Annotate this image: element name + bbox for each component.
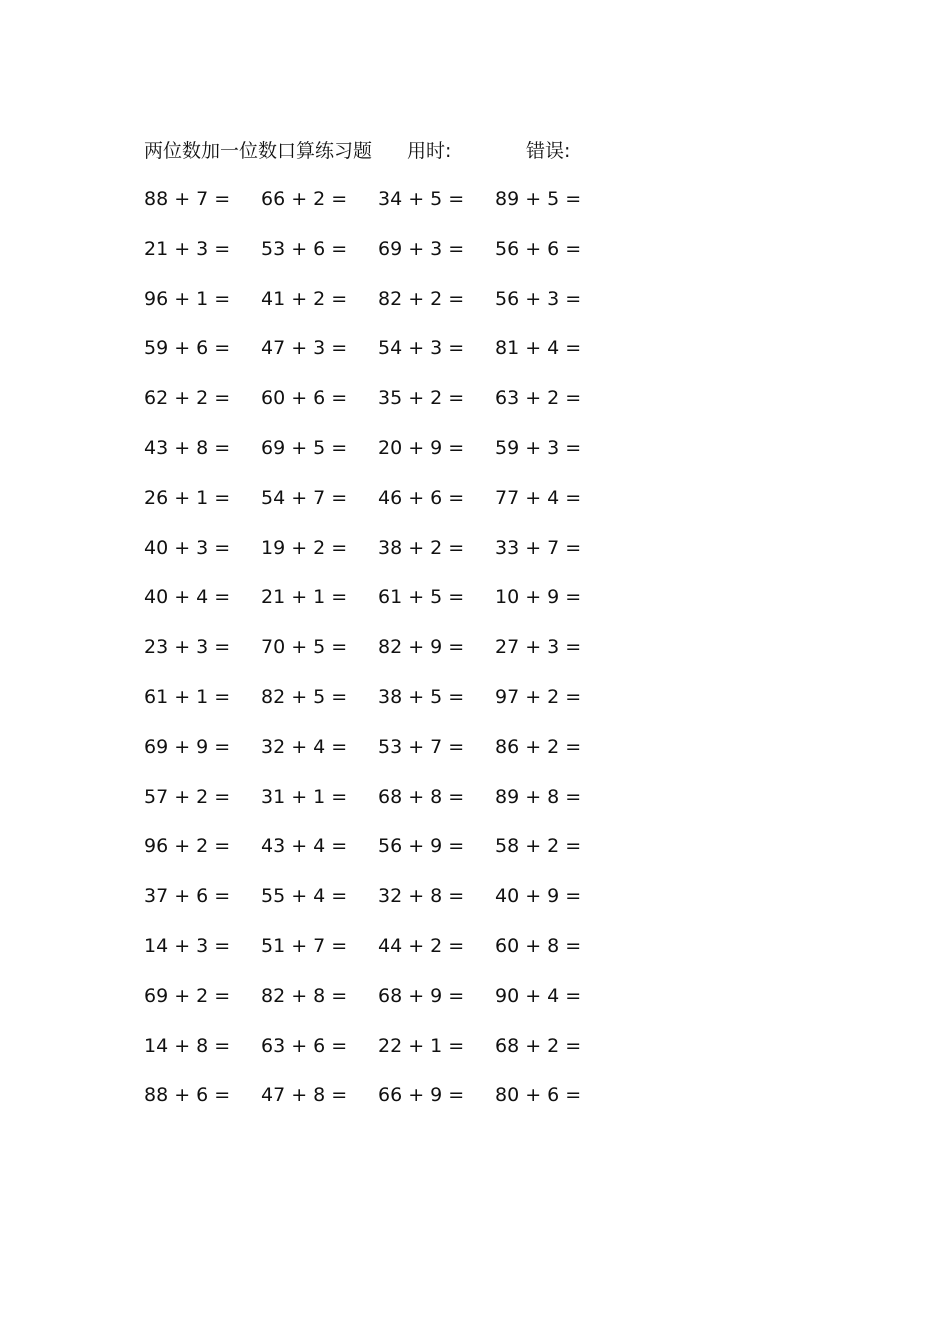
problem-item: 43 + 8 = [144,436,231,459]
problem-item: 60 + 8 = [495,934,582,957]
problem-item: 34 + 5 = [378,188,465,210]
problem-row [144,732,614,782]
problem-item: 89 + 8 = [495,785,582,808]
problem-item: 23 + 3 = [144,636,231,659]
problem-row [144,1031,614,1081]
problem-item: 96 + 1 = [144,287,231,310]
problem-item: 35 + 2 = [378,387,465,410]
problem-item: 61 + 1 = [144,685,231,708]
problem-item: 66 + 2 = [261,188,348,210]
problem-item: 55 + 4 = [261,885,348,908]
problem-item: 63 + 6 = [261,1034,348,1057]
problem-item: 90 + 4 = [495,984,582,1007]
problem-item: 38 + 5 = [378,685,465,708]
problem-item: 86 + 2 = [495,735,582,758]
problem-item: 60 + 6 = [261,387,348,410]
problem-item: 32 + 4 = [261,735,348,758]
problem-item: 61 + 5 = [378,586,465,609]
problem-item: 70 + 5 = [261,636,348,659]
problem-item: 37 + 6 = [144,885,231,908]
problem-item: 33 + 7 = [495,536,582,559]
problem-item: 54 + 3 = [378,337,465,360]
problem-item: 53 + 7 = [378,735,465,758]
problem-item: 81 + 4 = [495,337,582,360]
problem-item: 77 + 4 = [495,486,582,509]
problem-row [144,284,614,334]
worksheet-header [144,136,624,166]
worksheet-title: 两位数加一位数口算练习题 [144,140,373,162]
problem-item: 88 + 6 = [144,1084,231,1107]
problem-item: 47 + 3 = [261,337,348,360]
problem-item: 59 + 3 = [495,436,582,459]
problem-row [144,533,614,583]
problem-item: 41 + 2 = [261,287,348,310]
problem-item: 62 + 2 = [144,387,231,410]
problem-item: 89 + 5 = [495,188,582,210]
problem-item: 69 + 2 = [144,984,231,1007]
problem-item: 69 + 3 = [378,237,465,260]
problem-row [144,333,614,383]
problem-item: 20 + 9 = [378,436,465,459]
problem-item: 27 + 3 = [495,636,582,659]
problem-item: 21 + 1 = [261,586,348,609]
problem-row [144,682,614,732]
problem-item: 63 + 2 = [495,387,582,410]
problem-item: 59 + 6 = [144,337,231,360]
problem-item: 82 + 8 = [261,984,348,1007]
problem-item: 40 + 9 = [495,885,582,908]
problem-row [144,483,614,533]
problem-item: 96 + 2 = [144,835,231,858]
time-label: 用时: [407,140,452,162]
problem-item: 69 + 9 = [144,735,231,758]
problem-item: 56 + 9 = [378,835,465,858]
problem-item: 38 + 2 = [378,536,465,559]
problem-item: 21 + 3 = [144,237,231,260]
errors-label: 错误: [526,140,571,162]
problem-item: 14 + 8 = [144,1034,231,1057]
problem-grid [144,184,614,1130]
problem-item: 82 + 5 = [261,685,348,708]
problem-row [144,582,614,632]
problem-item: 40 + 3 = [144,536,231,559]
problem-item: 54 + 7 = [261,486,348,509]
problem-item: 69 + 5 = [261,436,348,459]
problem-item: 82 + 9 = [378,636,465,659]
problem-row [144,234,614,284]
problem-item: 31 + 1 = [261,785,348,808]
problem-item: 56 + 3 = [495,287,582,310]
problem-item: 44 + 2 = [378,934,465,957]
problem-item: 58 + 2 = [495,835,582,858]
problem-row [144,383,614,433]
problem-row [144,782,614,832]
problem-item: 56 + 6 = [495,237,582,260]
problem-item: 26 + 1 = [144,486,231,509]
problem-item: 53 + 6 = [261,237,348,260]
problem-row [144,881,614,931]
problem-item: 40 + 4 = [144,586,231,609]
problem-item: 32 + 8 = [378,885,465,908]
problem-item: 80 + 6 = [495,1084,582,1107]
problem-item: 88 + 7 = [144,188,231,210]
problem-item: 10 + 9 = [495,586,582,609]
problem-item: 14 + 3 = [144,934,231,957]
problem-item: 68 + 9 = [378,984,465,1007]
problem-item: 51 + 7 = [261,934,348,957]
problem-item: 66 + 9 = [378,1084,465,1107]
problem-item: 19 + 2 = [261,536,348,559]
problem-item: 68 + 2 = [495,1034,582,1057]
problem-item: 43 + 4 = [261,835,348,858]
problem-item: 97 + 2 = [495,685,582,708]
problem-item: 22 + 1 = [378,1034,465,1057]
problem-row [144,1080,614,1130]
problem-item: 57 + 2 = [144,785,231,808]
problem-row [144,632,614,682]
problem-item: 46 + 6 = [378,486,465,509]
problem-row [144,981,614,1031]
problem-row [144,931,614,981]
problem-row [144,433,614,483]
problem-row [144,184,614,234]
problem-item: 47 + 8 = [261,1084,348,1107]
problem-row [144,831,614,881]
problem-item: 68 + 8 = [378,785,465,808]
problem-item: 82 + 2 = [378,287,465,310]
